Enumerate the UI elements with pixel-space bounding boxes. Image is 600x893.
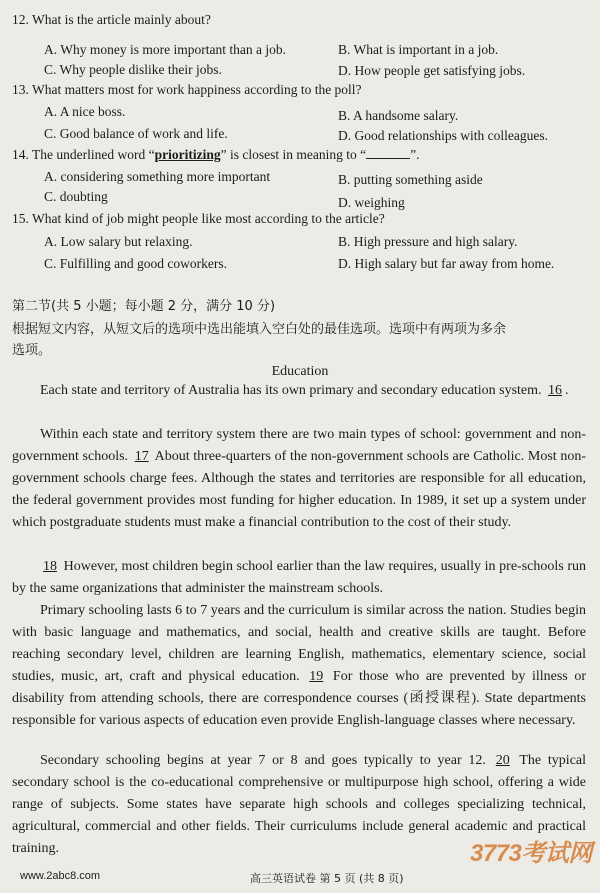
q14-option-c: C. doubting: [44, 189, 108, 204]
paragraph-5: Secondary schooling begins at year 7 or 8 and goes typically to year 12. 20 The typical secondary school is the co-educational comprehensive or multipurpose high school, offering a wide range of subjects. Some states have separate high schools and colleges specializing technical, agricultural, commercial and other fields. Their curriculums include general academic and practical training.: [12, 753, 587, 856]
blank-17: 17: [134, 449, 149, 464]
section-heading: 第二节(共 5 小题；每小题 2 分，满分 10 分): [12, 299, 276, 314]
question-number: 13.: [12, 82, 29, 97]
q14-option-b: B. putting something aside: [338, 172, 483, 187]
question-14: 14. The underlined word “prioritizing” is closest in meaning to “ ”.: [12, 147, 420, 162]
blank-19: 19: [309, 669, 324, 684]
q12-option-c: C. Why people dislike their jobs.: [44, 62, 222, 77]
q13-option-b: B. A handsome salary.: [338, 108, 459, 123]
question-13: [12, 82, 362, 98]
paragraph-3: 18 However, most children begin school earlier than the law requires, usually in pre-schools run by the same organizations that administer the mainstream schools.: [12, 559, 586, 596]
paragraph-4: Primary schooling lasts 6 to 7 years and the curriculum is similar across the nation. Studies begin with basic language and mathematics, and social, health and creative skills are taught. Before reaching secondary level, children are learning English, mathematics, elementary science, social studies, music, art, craft and physical education. 19 For those who are prevented by illness or disability from attending schools, there are correspondence courses (函授课程). State departments responsible for various aspects of education even provide English-language classes where necessary.: [12, 603, 586, 728]
q12-option-b: B. What is important in a job.: [338, 42, 499, 57]
q13-option-a: A. A nice boss.: [44, 104, 126, 119]
blank-18: 18: [43, 559, 57, 574]
question-text: What kind of job might people like most according to the article?: [32, 211, 385, 226]
q15-option-b: B. High pressure and high salary.: [338, 234, 518, 249]
paragraph-1: Each state and territory of Australia has its own primary and secondary education system. 16 .: [40, 383, 569, 398]
q15-option-d: D. High salary but far away from home.: [338, 256, 555, 271]
q13-option-c: C. Good balance of work and life.: [44, 126, 228, 141]
q15-option-a: A. Low salary but relaxing.: [44, 234, 193, 249]
q14-option-d: D. weighing: [338, 195, 405, 210]
q12-option-d: D. How people get satisfying jobs.: [338, 63, 526, 78]
question-number: 12.: [12, 12, 29, 27]
question-text: What is the article mainly about?: [32, 12, 211, 27]
question-number: 15.: [12, 211, 29, 226]
answer-blank: [366, 148, 410, 159]
q14-option-a: A. considering something more important: [44, 169, 271, 184]
q12-option-a: A. Why money is more important than a job.: [44, 42, 286, 57]
question-12: [12, 12, 211, 28]
paragraph-2: Within each state and territory system there are two main types of school: government and non-government schools. 17 About three-quarters of the non-government schools are Catholic. Most non-government schools charge fees. Although the states and territories are responsible for all education, the federal government provides most funding for higher education. In 1989, it set up a system under which postgraduate students must make a financial contribution to the cost of their study.: [12, 427, 586, 530]
underlined-word: prioritizing: [154, 147, 221, 162]
question-text: What matters most for work happiness according to the poll?: [32, 82, 362, 97]
section-instruction-cont: 选项。: [12, 343, 52, 358]
q15-option-c: C. Fulfilling and good coworkers.: [44, 256, 227, 271]
page-footer: 高三英语试卷 第 5 页 (共 8 页): [250, 872, 404, 885]
q13-option-d: D. Good relationships with colleagues.: [338, 128, 548, 143]
blank-16: 16: [548, 383, 563, 398]
section-instruction: 根据短文内容，从短文后的选项中选出能填入空白处的最佳选项。选项中有两项为多余: [12, 322, 507, 337]
footer-url: www.2abc8.com: [20, 870, 101, 882]
blank-20: 20: [495, 753, 510, 768]
question-15: [12, 211, 385, 227]
passage-title: Education: [271, 364, 329, 379]
watermark-logo: 3773考试网: [470, 840, 592, 867]
question-number: 14.: [12, 147, 29, 162]
